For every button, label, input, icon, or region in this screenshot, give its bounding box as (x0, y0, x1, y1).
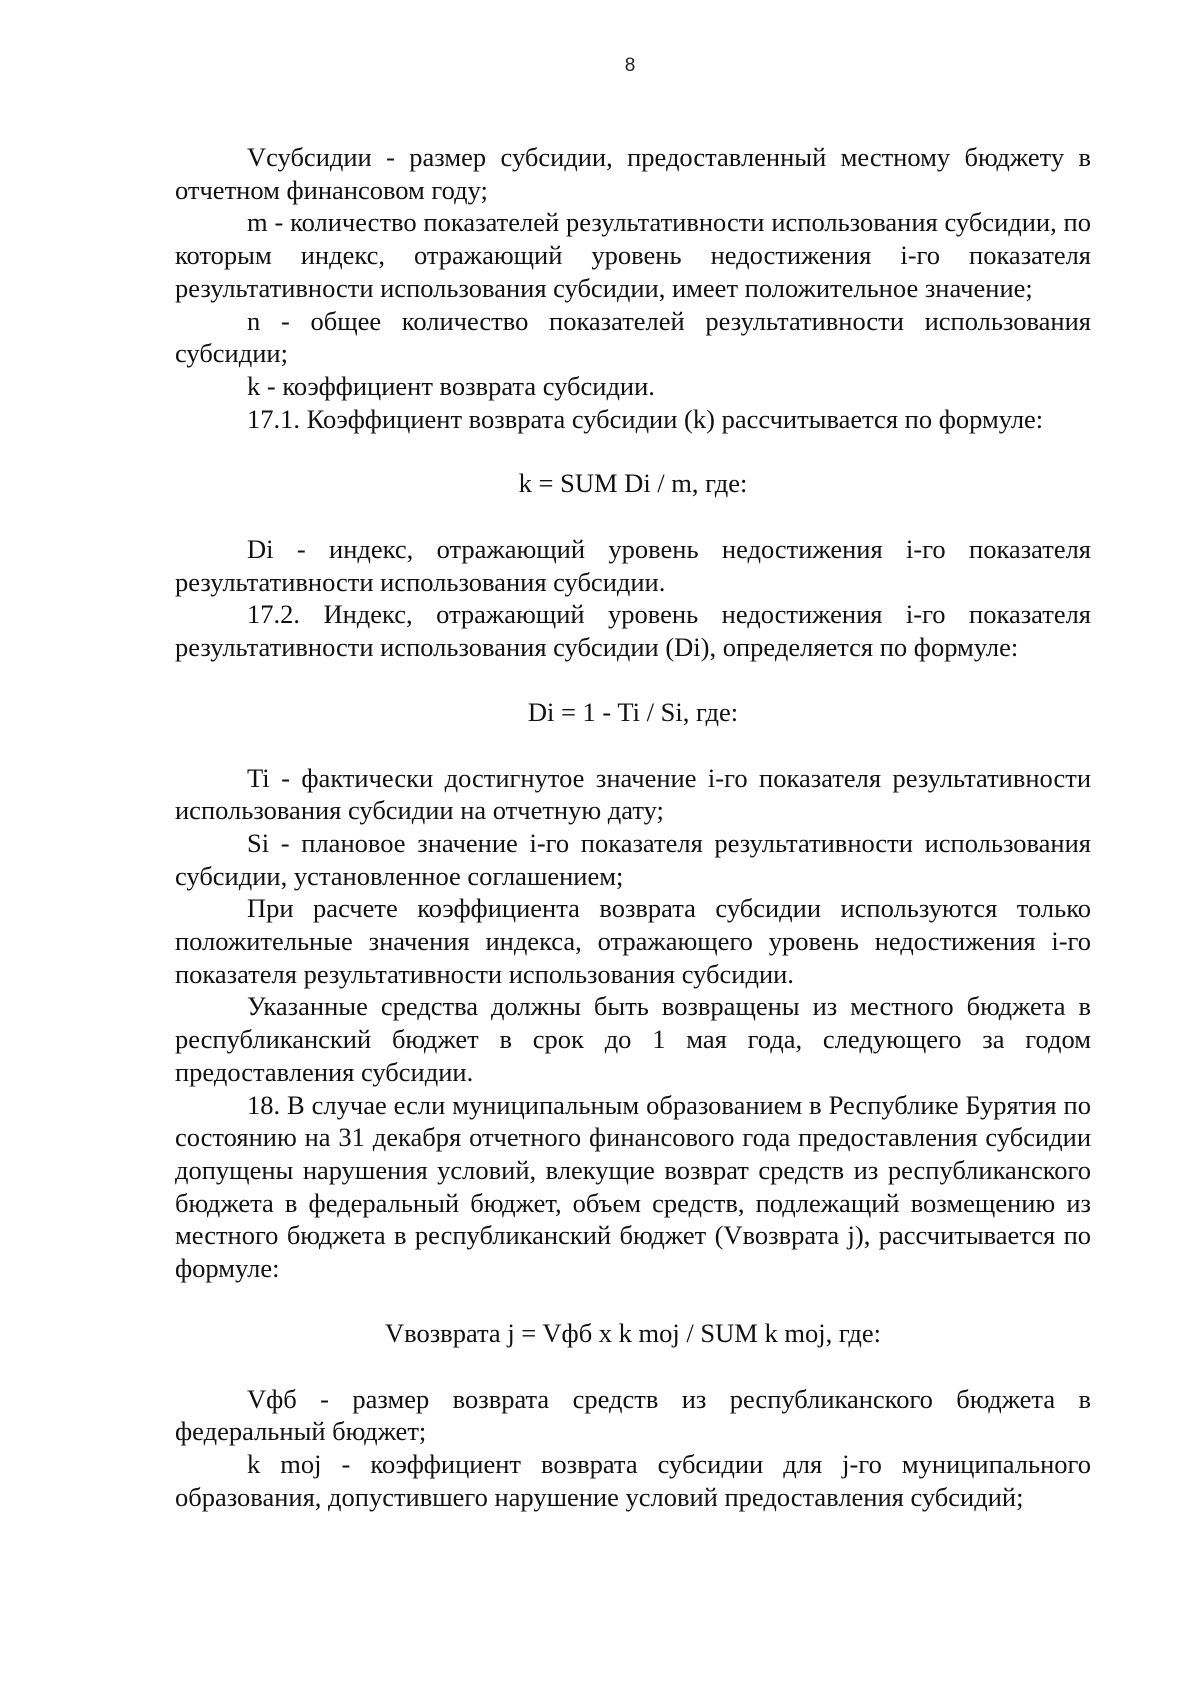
paragraph-si-definition: Si - плановое значение i-го показателя результативности использования субсидии, установленное соглашением; (175, 827, 1091, 891)
paragraph-v-subsidy: Vсубсидии - размер субсидии, предоставленный местному бюджету в отчетном финансовом году; (175, 142, 1091, 205)
paragraph-di-definition: Di - индекс, отражающий уровень недостижения i-го показателя результативности использования субсидии. (175, 534, 1091, 597)
formula-di: Di = 1 - Ti / Si, где: (527, 696, 739, 727)
page-number: 8 (624, 55, 636, 76)
paragraph-18: 18. В случае если муниципальным образованием в Республике Бурятия по состоянию на 31 декабря отчетного финансового года предоставления субсидии допущены нарушения условий, влекущие возврат средств из республиканского бюджета в федеральный бюджет, объем средств, подлежащий возмещению из местного бюджета в республиканский бюджет (Vвозврата j), рассчитывается по формуле: (175, 1089, 1091, 1284)
formula-k: k = SUM Di / m, где: (518, 468, 748, 499)
paragraph-positive-values: При расчете коэффициента возврата субсидии используются только положительные значения индекса, отражающего уровень недостижения i-го показателя результативности использования субсидии. (175, 893, 1091, 989)
paragraph-m-definition: m - количество показателей результативности использования субсидии, по которым индекс, отражающий уровень недостижения i-го показателя результативности использования субсидии, имеет положительное значение; (175, 207, 1091, 303)
paragraph-ti-definition: Ti - фактически достигнутое значение i-го показателя результативности использования субсидии на отчетную дату; (175, 762, 1091, 826)
paragraph-17-1: 17.1. Коэффициент возврата субсидии (k) рассчитывается по формуле: (247, 403, 1044, 434)
paragraph-17-2: 17.2. Индекс, отражающий уровень недостижения i-го показателя результативности использования субсидии (Di), определяется по формуле: (175, 599, 1091, 663)
paragraph-return-deadline: Указанные средства должны быть возвращены из местного бюджета в республиканский бюджет в срок до 1 мая года, следующего за годом предоставления субсидии. (175, 991, 1091, 1087)
paragraph-vfb-definition: Vфб - размер возврата средств из республиканского бюджета в федеральный бюджет; (175, 1383, 1091, 1447)
paragraph-k-definition: k - коэффициент возврата субсидии. (247, 370, 655, 401)
formula-v-return: Vвозврата j = Vфб x k moj / SUM k moj, где: (385, 1317, 881, 1348)
document-body (175, 141, 1091, 1513)
paragraph-kmoj-definition: k moj - коэффициент возврата субсидии для j-го муниципального образования, допустившего нарушение условий предоставления субсидий; (175, 1448, 1091, 1512)
paragraph-n-definition: n - общее количество показателей результативности использования субсидии; (175, 305, 1091, 369)
